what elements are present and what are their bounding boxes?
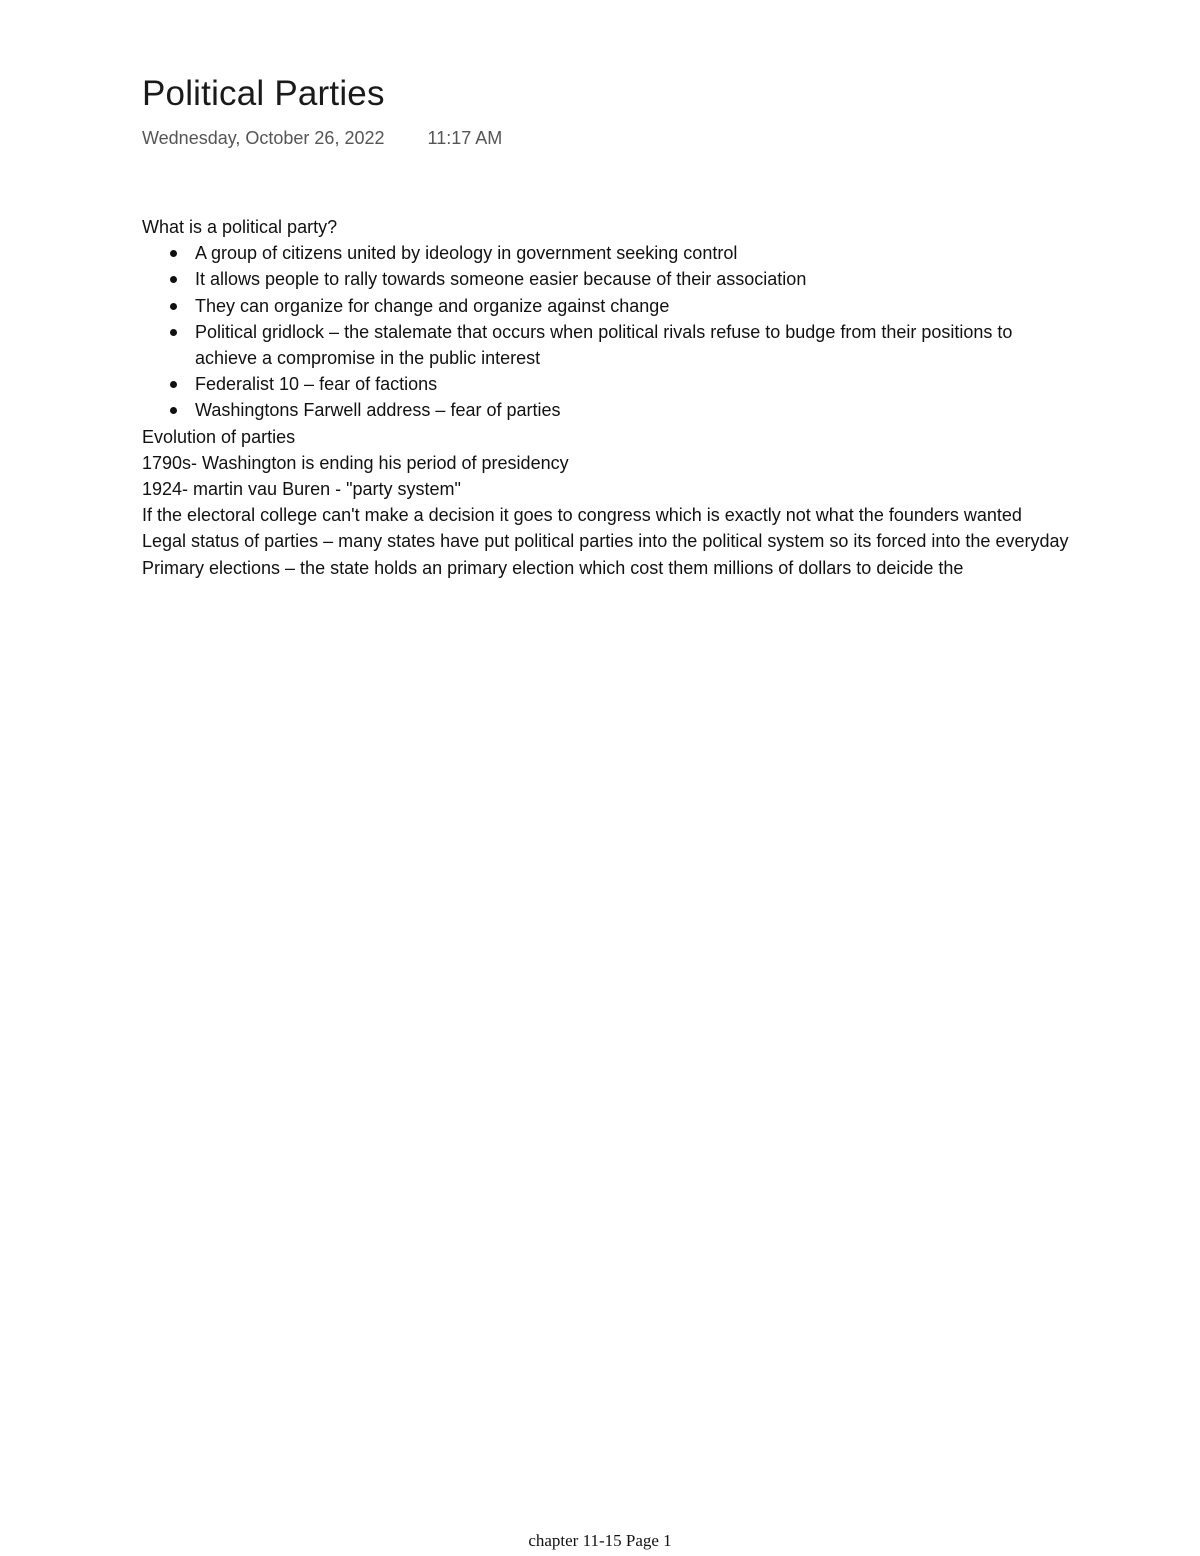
bullet-icon (170, 303, 177, 310)
list-item (142, 240, 1072, 266)
page-title: Political Parties (142, 74, 385, 113)
bullet-icon (170, 276, 177, 283)
list-item-text: Federalist 10 – fear of factions (195, 374, 438, 395)
list-item (142, 397, 1072, 423)
bullet-icon (170, 407, 177, 414)
paragraph-electoral-college: If the electoral college can't make a decision it goes to congress which is exactly not what the founders wanted (142, 505, 1022, 526)
list-item-text: It allows people to rally towards someone easier because of their association (195, 269, 807, 290)
page-footer: chapter 11-15 Page 1 (528, 1531, 672, 1550)
list-item-text: A group of citizens united by ideology in government seeking control (195, 243, 738, 264)
list-item-text: Washingtons Farwell address – fear of parties (195, 400, 561, 421)
list-item (142, 266, 1072, 292)
bullet-icon (170, 329, 177, 336)
list-item (142, 371, 1072, 397)
paragraph-legal-status: Legal status of parties – many states have put political parties into the political system so its forced into the everyday (142, 531, 1069, 552)
bullet-list (142, 240, 1072, 423)
bullet-icon (170, 250, 177, 257)
bullet-icon (170, 381, 177, 388)
page-date: Wednesday, October 26, 2022 (142, 128, 385, 148)
paragraph-1924: 1924- martin vau Buren - "party system" (142, 479, 461, 500)
page-meta (142, 128, 502, 149)
paragraph-evolution: Evolution of parties (142, 426, 296, 447)
list-item (142, 293, 1072, 319)
list-item-text: They can organize for change and organize against change (195, 295, 670, 316)
paragraph-primary-elections: Primary elections – the state holds an primary election which cost them millions of dollars to deicide the (142, 557, 964, 578)
list-item (142, 319, 1072, 371)
question-heading: What is a political party? (142, 217, 338, 237)
page-time: 11:17 AM (427, 128, 503, 148)
list-item-text: Political gridlock – the stalemate that occurs when political rivals refuse to budge from their positions to achieve a compromise in the public interest (195, 321, 1013, 369)
note-content (142, 214, 1072, 581)
paragraph-1790s: 1790s- Washington is ending his period of presidency (142, 452, 569, 473)
